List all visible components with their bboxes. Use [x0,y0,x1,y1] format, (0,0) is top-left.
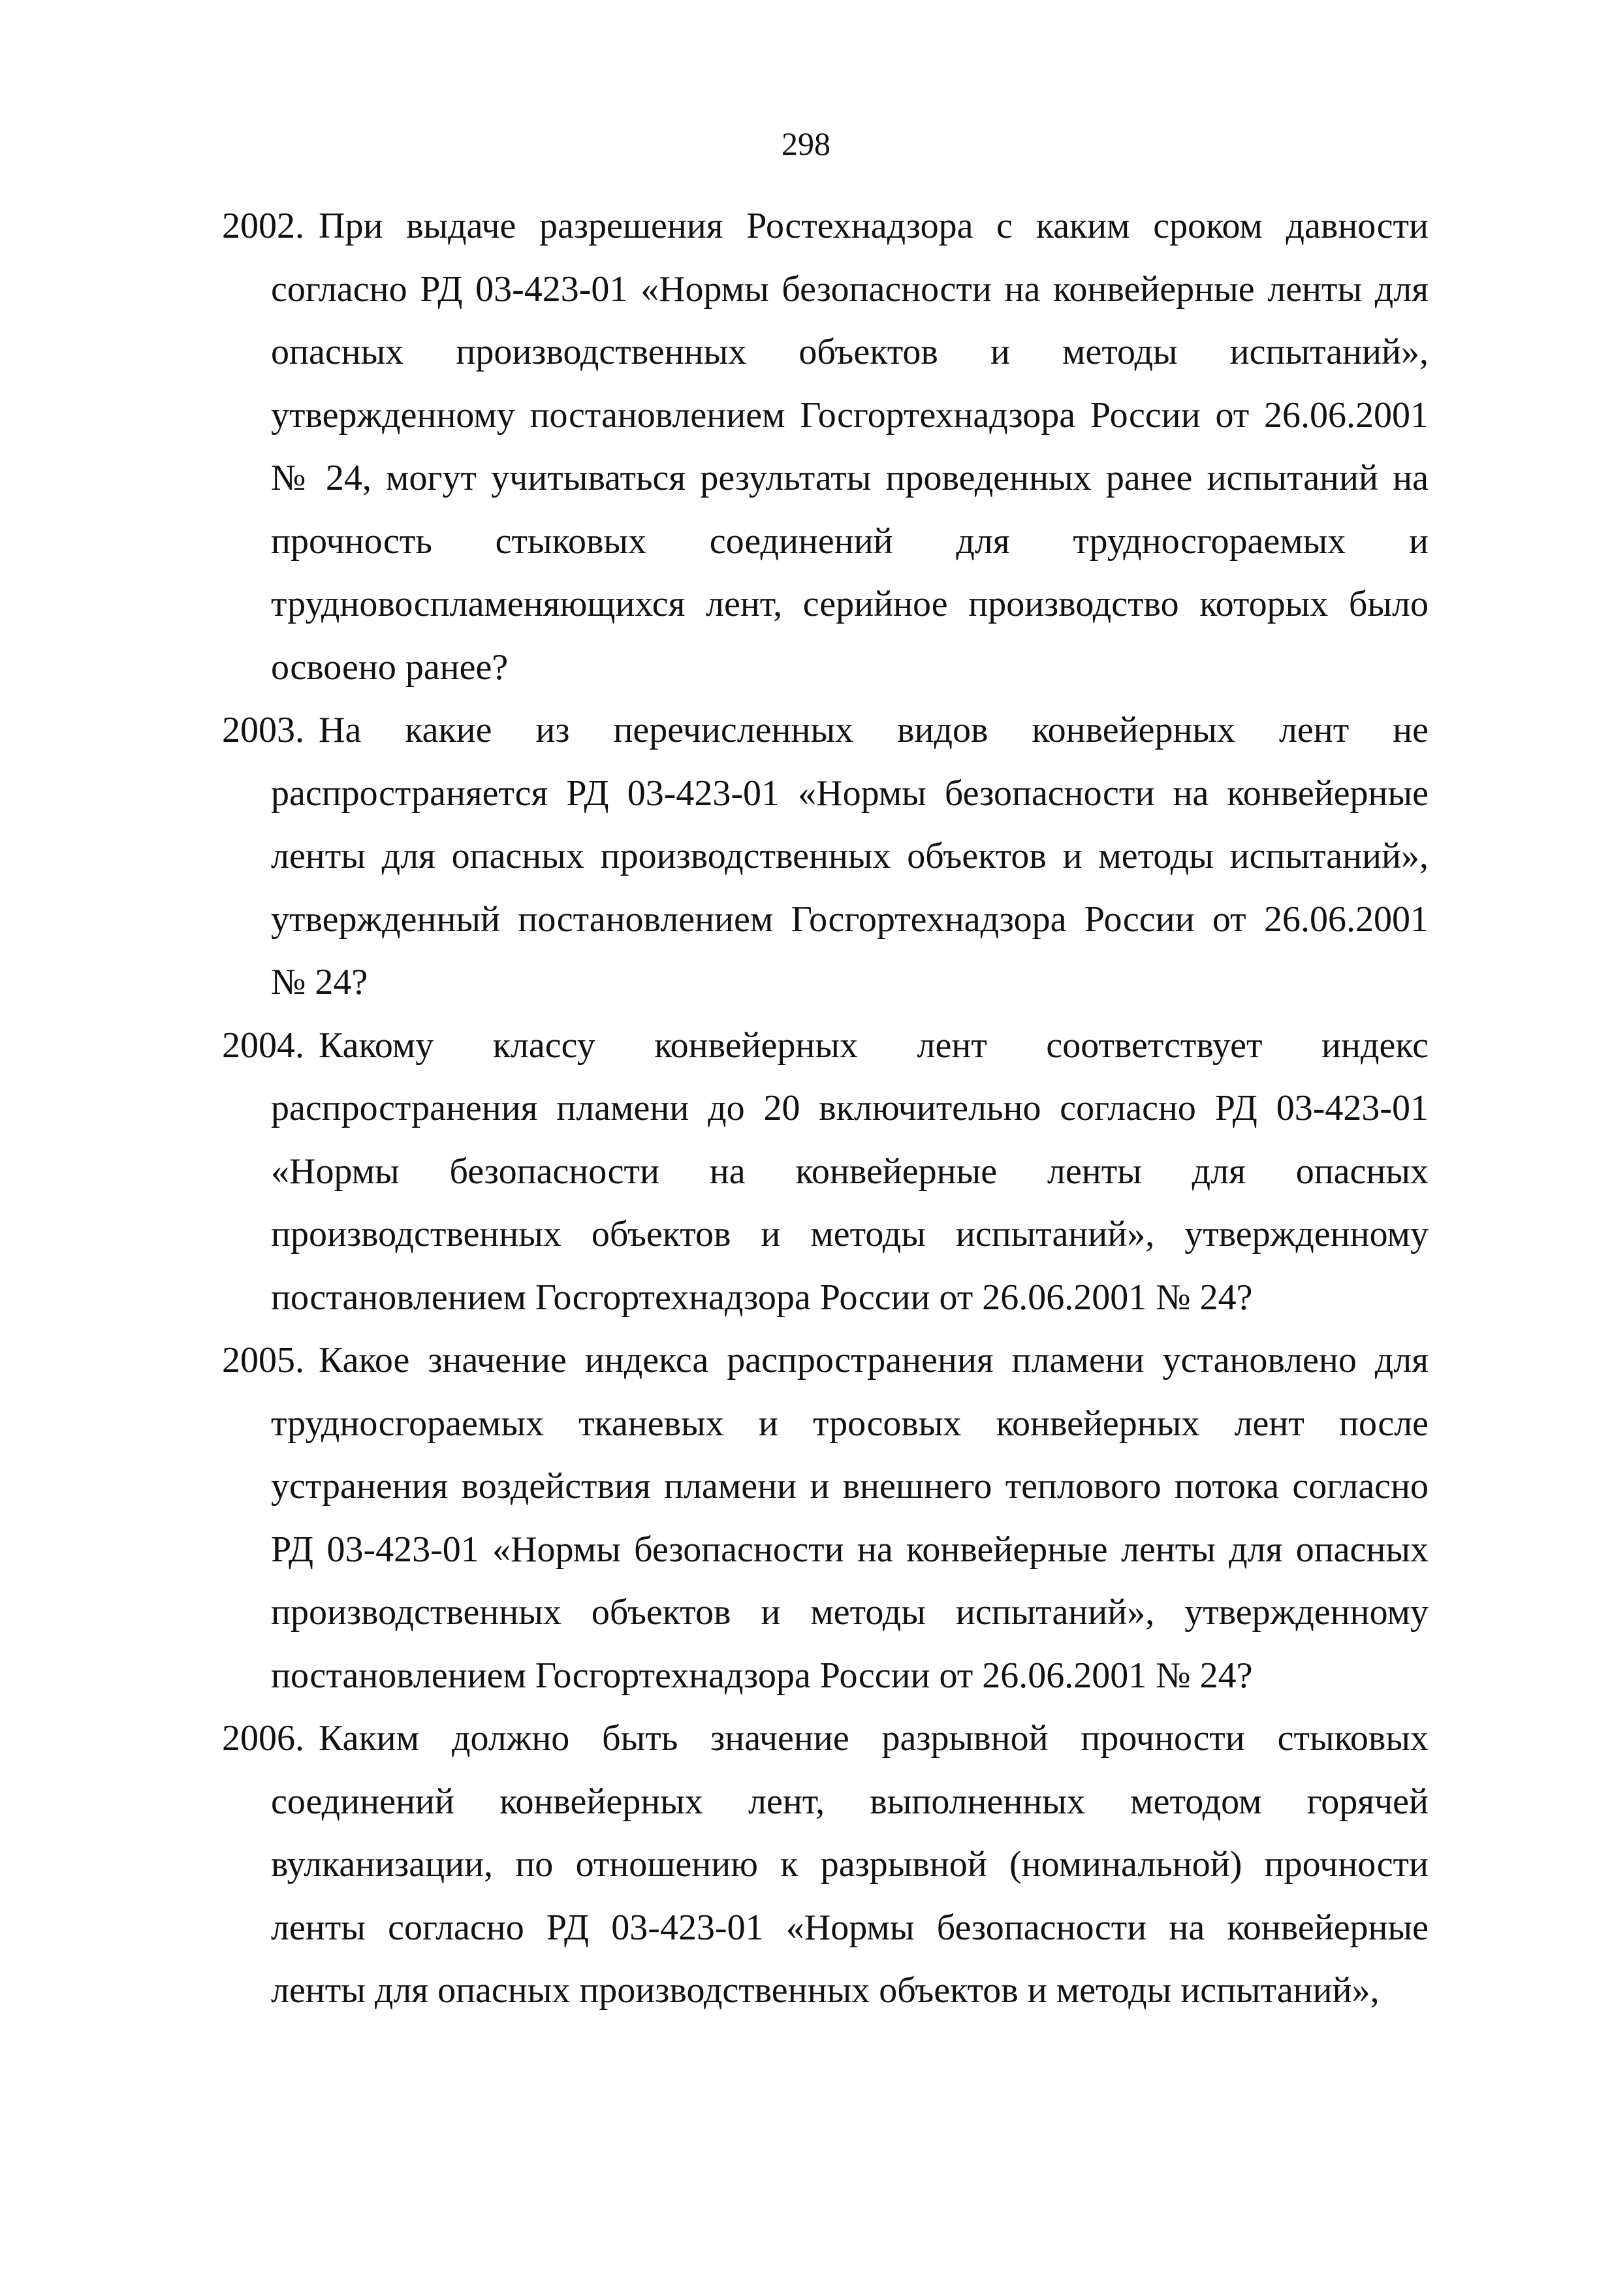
question-item [222,1014,1429,1330]
question-item [222,1329,1429,1707]
question-text: Какому классу конвейерных лент соответствует индекс распространения пламени до 20 включительно согласно РД 03-423-01 «Нормы безопасности на конвейерные ленты для опасных производственных объектов и методы испытаний», утвержденному постановлением Госгортехнадзора России от 26.06.2001 № 24? [271,1025,1429,1318]
question-number: 2003. [222,710,304,750]
question-body [222,1329,1429,1707]
question-body [222,699,1429,1014]
question-body [222,195,1429,699]
question-number: 2006. [222,1718,304,1759]
page-number: 298 [782,125,830,162]
question-item [222,195,1429,699]
question-text: На какие из перечисленных видов конвейерных лент не распространяется РД 03-423-01 «Нормы безопасности на конвейерные ленты для опасных производственных объектов и методы испытаний», утвержденный постановлением Госгортехнадзора России от 26.06.2001 № 24? [271,710,1429,1002]
question-item [222,1707,1429,2022]
question-text: Каким должно быть значение разрывной прочности стыковых соединений конвейерных лент, выполненных методом горячей вулканизации, по отношению к разрывной (номинальной) прочности ленты согласно РД 03-423-01 «Нормы безопасности на конвейерные ленты для опасных производственных объектов и методы испытаний», [271,1718,1429,2011]
question-body [222,1707,1429,2022]
question-text: При выдаче разрешения Ростехнадзора с каким сроком давности согласно РД 03-423-01 «Нормы безопасности на конвейерные ленты для опасных производственных объектов и методы испытаний», утвержденному постановлением Госгортехнадзора России от 26.06.2001 № 24, могут учитываться результаты проведенных ранее испытаний на прочность стыковых соединений для трудносгораемых и трудновоспламеняющихся лент, серийное производство которых было освоено ранее? [271,206,1429,688]
question-body [222,1014,1429,1330]
question-number: 2002. [222,206,304,246]
question-number: 2004. [222,1025,304,1066]
question-text: Какое значение индекса распространения пламени установлено для трудносгораемых тканевых и тросовых конвейерных лент после устранения воздействия пламени и внешнего теплового потока согласно РД 03-423-01 «Нормы безопасности на конвейерные ленты для опасных производственных объектов и методы испытаний», утвержденному постановлением Госгортехнадзора России от 26.06.2001 № 24? [271,1340,1429,1696]
question-number: 2005. [222,1340,304,1380]
question-list [222,195,1429,2022]
question-item [222,699,1429,1014]
